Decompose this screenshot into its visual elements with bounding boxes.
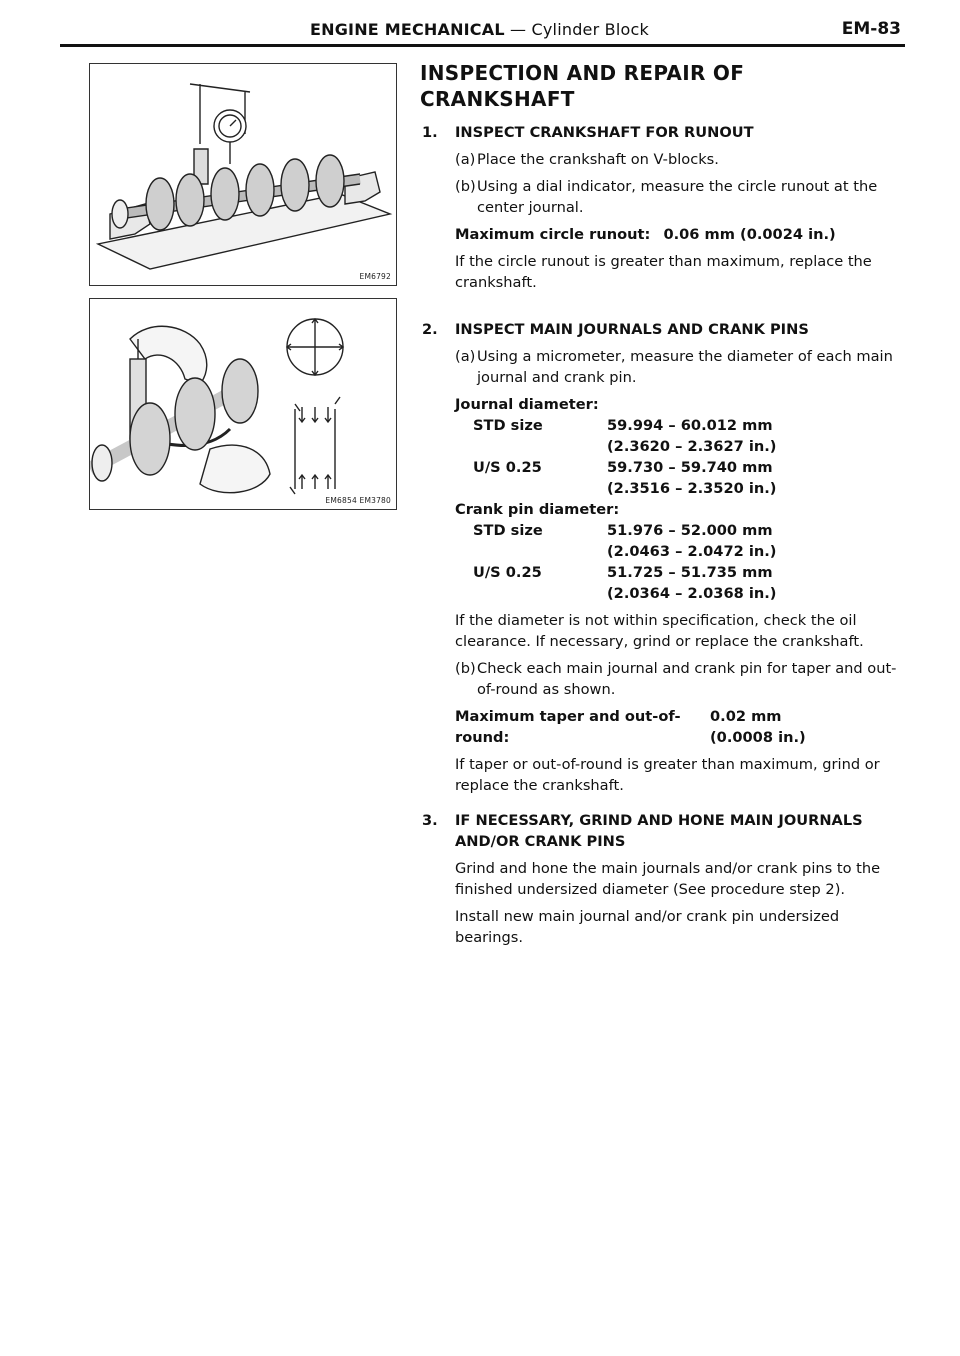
page-header	[60, 18, 905, 47]
substep-a	[455, 149, 905, 170]
size-label: STD size	[473, 522, 543, 539]
spec-row	[455, 457, 905, 478]
step-1	[420, 122, 905, 293]
spec-row	[455, 478, 905, 499]
substep-text: Using a micrometer, measure the diameter of each main journal and crank pin.	[477, 348, 893, 386]
size-mm: 51.725 – 51.735 mm	[607, 564, 773, 581]
step-heading: IF NECESSARY, GRIND AND HONE MAIN JOURNALS AND/OR CRANK PINS	[455, 812, 863, 850]
header-subsection: — Cylinder Block	[510, 20, 649, 39]
substep-a	[455, 346, 905, 388]
note: If the circle runout is greater than maximum, replace the crankshaft.	[455, 253, 872, 291]
step-heading: INSPECT CRANKSHAFT FOR RUNOUT	[455, 124, 754, 141]
size-label: U/S 0.25	[473, 564, 542, 581]
spec-label: Maximum taper and out-of-round:	[455, 708, 681, 746]
spec-label: Maximum circle runout:	[455, 226, 651, 243]
size-in: (2.3516 – 2.3520 in.)	[607, 480, 777, 497]
substep-label: (a)	[455, 348, 476, 365]
figure-code: EM6792	[359, 272, 391, 281]
size-in: (2.3620 – 2.3627 in.)	[607, 438, 777, 455]
content-column	[420, 60, 905, 954]
page-title: INSPECTION AND REPAIR OF CRANKSHAFT	[420, 61, 745, 111]
crankshaft-runout-illustration	[90, 64, 396, 285]
spec-row	[455, 436, 905, 457]
step-2	[420, 319, 905, 796]
spec-row	[455, 583, 905, 604]
substep-label: (b)	[455, 660, 476, 677]
step-number: 2.	[422, 321, 438, 338]
size-in: (2.0463 – 2.0472 in.)	[607, 543, 777, 560]
substep-text: Place the crankshaft on V-blocks.	[477, 151, 719, 168]
spec-max-runout	[455, 224, 905, 245]
spec-row	[455, 562, 905, 583]
size-in: (2.0364 – 2.0368 in.)	[607, 585, 777, 602]
step-number: 3.	[422, 812, 438, 829]
spec-value: 0.06 mm (0.0024 in.)	[663, 226, 836, 243]
spec-row	[455, 415, 905, 436]
diameter-spec-table	[455, 394, 905, 604]
size-mm: 59.994 – 60.012 mm	[607, 417, 773, 434]
header-section: ENGINE MECHANICAL	[310, 20, 505, 39]
step-number: 1.	[422, 124, 438, 141]
figure-micrometer-journal	[89, 298, 397, 510]
substep-b	[455, 176, 905, 218]
substep-label: (a)	[455, 151, 476, 168]
step-heading: INSPECT MAIN JOURNALS AND CRANK PINS	[455, 321, 809, 338]
journal-diameter-heading: Journal diameter:	[455, 396, 599, 413]
size-mm: 51.976 – 52.000 mm	[607, 522, 773, 539]
paragraph: Install new main journal and/or crank pin undersized bearings.	[455, 908, 840, 946]
crank-pin-diameter-heading: Crank pin diameter:	[455, 501, 620, 518]
substep-text: Check each main journal and crank pin for taper and out-of-round as shown.	[477, 660, 897, 698]
size-label: STD size	[473, 417, 543, 434]
figure-crankshaft-runout	[89, 63, 397, 286]
micrometer-measurement-illustration	[90, 299, 396, 509]
substep-label: (b)	[455, 178, 476, 195]
paragraph: Grind and hone the main journals and/or crank pins to the finished undersized diameter (See procedure step 2).	[455, 860, 881, 898]
header-title	[310, 20, 649, 39]
page-number: EM-83	[841, 19, 901, 39]
step-3	[420, 810, 905, 948]
spec-value	[710, 706, 806, 748]
substep-text: Using a dial indicator, measure the circle runout at the center journal.	[477, 178, 878, 216]
spec-value-mm: 0.02 mm	[710, 708, 782, 725]
spec-row	[455, 520, 905, 541]
figure-code: EM6854 EM3780	[325, 496, 391, 505]
spec-row	[455, 541, 905, 562]
size-label: U/S 0.25	[473, 459, 542, 476]
substep-b	[455, 658, 905, 700]
note: If taper or out-of-round is greater than maximum, grind or replace the crankshaft.	[455, 756, 880, 794]
size-mm: 59.730 – 59.740 mm	[607, 459, 773, 476]
note: If the diameter is not within specification, check the oil clearance. If necessary, grind or replace the crankshaft.	[455, 612, 864, 650]
spec-max-taper	[455, 706, 905, 748]
spec-value-in: (0.0008 in.)	[710, 729, 806, 746]
